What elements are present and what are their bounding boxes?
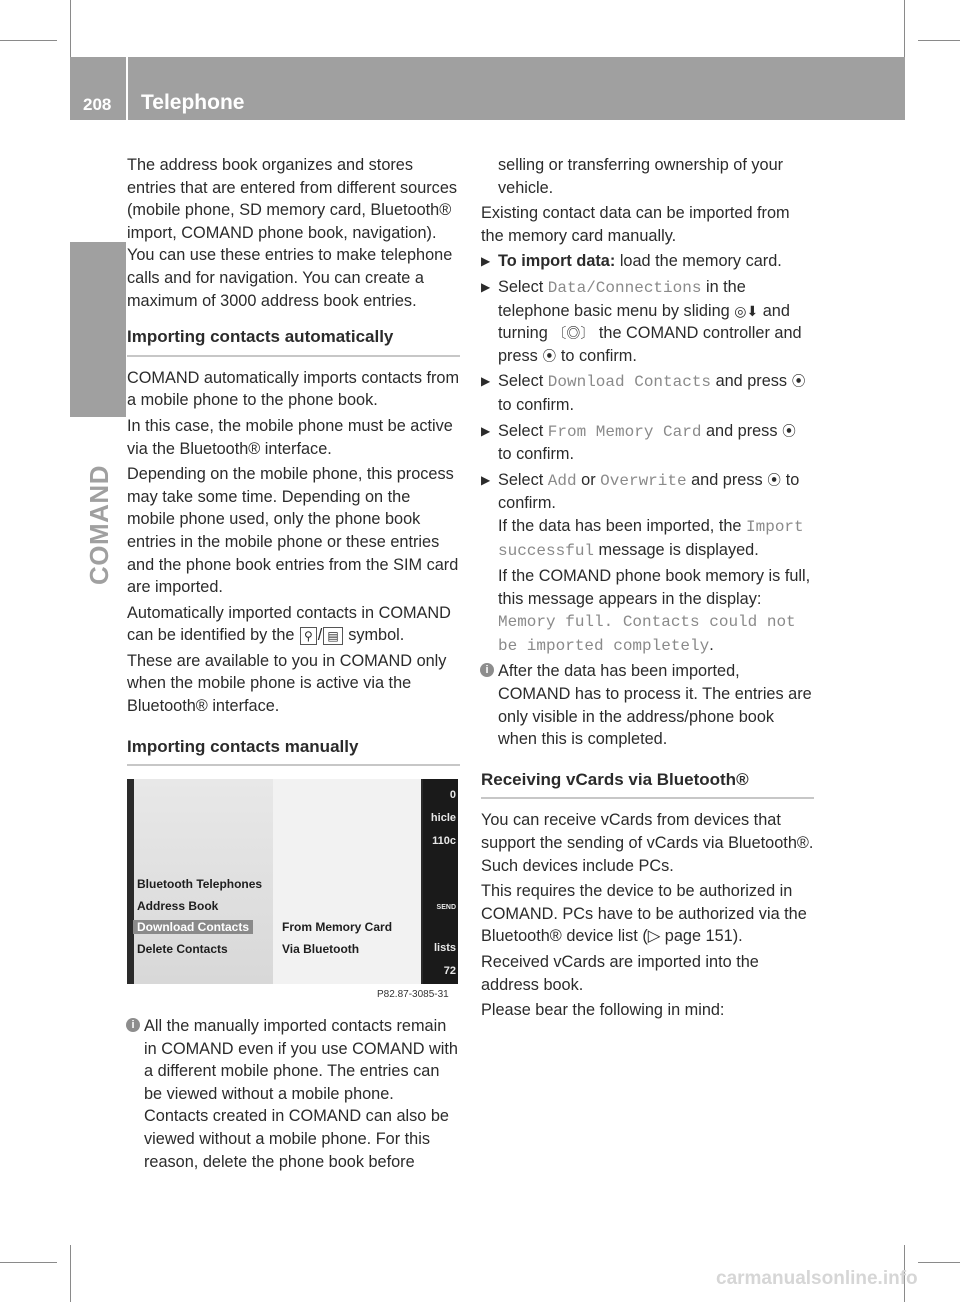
paragraph-symbols: Automatically imported contacts in COMAND can be identified by the ⚲ / ▤ symbol. — [127, 603, 451, 645]
paragraph: COMAND automatically imports contacts from a mobile phone to the phone book. — [127, 368, 460, 410]
controller-press-icon: ⦿ — [542, 347, 557, 364]
header-divider — [126, 57, 128, 120]
sim-contact-icon: ▤ — [323, 627, 342, 645]
paragraph: This requires the device to be authorized in COMAND. PCs have to be authorized via the Bluetooth® device list (▷ page 151). — [481, 882, 807, 946]
controller-press-icon: ⦿ — [767, 471, 782, 488]
submenu-from-memory-card: From Memory Card — [282, 920, 393, 934]
menu-item-bluetooth-telephones: Bluetooth Telephones — [137, 877, 263, 891]
step-arrow-icon: ▶ — [481, 374, 491, 389]
heading-import-manual: Importing contacts manually — [127, 736, 460, 767]
intro-paragraph: The address book organizes and stores entries that are entered from different sources (mobile phone, SD memory card, Bluetooth® import, COMAND phone book, navigation). You can use these entries to make telephone calls and for navigation. You can create a maximum of 3000 address book entries. — [127, 156, 458, 310]
figure-caption: P82.87-3085-31 — [377, 989, 449, 1000]
controller-turn-icon: 〔◎〕 — [552, 325, 595, 342]
page-number: 208 — [83, 95, 112, 114]
menu-item-download-contacts: Download Contacts — [133, 920, 253, 934]
crop-mark — [904, 0, 905, 57]
info-icon: i — [126, 1018, 140, 1032]
heading-vcards: Receiving vCards via Bluetooth® — [481, 769, 814, 800]
paragraph: You can receive vCards from devices that support the sending of vCards via Bluetooth®. Such devices include PCs. — [481, 811, 814, 875]
info-note: i After the data has been imported, COMAND has to process it. The entries are only visible in the address/phone book when this is completed. — [481, 660, 814, 750]
screen-right-label: hicle — [430, 812, 456, 824]
screen-right-label: 110c — [432, 835, 456, 847]
step-arrow-icon: ▶ — [481, 423, 491, 438]
heading-import-auto: Importing contacts automatically — [127, 326, 460, 357]
controller-press-icon: ⦿ — [782, 422, 796, 439]
side-tab — [70, 242, 126, 417]
paragraph: Existing contact data can be imported from the memory card manually. — [481, 204, 790, 245]
paragraph: Depending on the mobile phone, this process may take some time. Depending on the mobile phone used, only the phone book entries in the mobile phone or these entries and the phone book entries from the SIM card are imported. — [127, 465, 459, 597]
info-note: i All the manually imported contacts remain in COMAND even if you use COMAND with a different mobile phone. The entries can be viewed without a mobile phone. Contacts created in COMAND can also be viewed without a mobile phone. For this reason, delete the phone book before — [127, 1015, 460, 1173]
left-info-block — [127, 1015, 460, 1176]
step-select-data: ▶ Select Data/Connections in the telephone basic menu by sliding ◎⬇ and turning 〔◎〕 the COMAND controller and press ⦿ to confirm. — [481, 277, 802, 365]
crop-mark — [0, 1262, 57, 1263]
step-load-card: ▶ To import data: load the memory card. — [481, 250, 814, 273]
paragraph: In this case, the mobile phone must be active via the Bluetooth® interface. — [127, 416, 453, 458]
menu-item-delete-contacts: Delete Contacts — [137, 942, 228, 956]
watermark: carmanualsonline.info — [716, 1268, 918, 1289]
paragraph: These are available to you in COMAND only when the mobile phone is active via the Bluetooth® interface. — [127, 651, 447, 716]
step-arrow-icon: ▶ — [481, 472, 491, 487]
step-add-overwrite: ▶ Select Add or Overwrite and press ⦿ to confirm. If the data has been imported, the Import successful message is displayed. — [481, 470, 804, 560]
memory-full-note: If the COMAND phone book memory is full, this message appears in the display: Memory full. Contacts could not be imported completely. — [498, 567, 811, 655]
crop-mark — [0, 40, 57, 41]
step-from-memory-card: ▶ Select From Memory Card and press ⦿ to confirm. — [481, 421, 796, 464]
paragraph: Please bear the following in mind: — [481, 1001, 725, 1020]
step-arrow-icon: ▶ — [481, 254, 491, 269]
comand-screenshot — [127, 779, 458, 984]
controller-press-icon: ⦿ — [791, 373, 806, 390]
info-icon: i — [480, 663, 494, 677]
crop-mark — [70, 0, 71, 57]
screen-right-label: SEND — [436, 904, 456, 911]
controller-slide-icon: ◎⬇ — [734, 302, 759, 319]
screen-right-label: lists — [433, 942, 456, 954]
left-column — [127, 154, 460, 776]
paragraph: Received vCards are imported into the address book. — [481, 953, 759, 994]
submenu-via-bluetooth: Via Bluetooth — [282, 942, 360, 956]
menu-item-address-book: Address Book — [137, 899, 219, 913]
crop-mark — [70, 1245, 71, 1302]
crop-mark — [918, 40, 960, 41]
mobile-contact-icon: ⚲ — [300, 627, 317, 645]
section-title: Telephone — [141, 91, 245, 114]
right-column — [481, 154, 814, 1025]
screen-right-label: 0 — [449, 789, 456, 801]
paragraph-continued: selling or transferring ownership of your vehicle. — [498, 156, 784, 197]
side-chapter-label: COMAND — [84, 465, 114, 585]
screen-right-label: 72 — [443, 965, 456, 977]
step-arrow-icon: ▶ — [481, 279, 491, 294]
step-download-contacts: ▶ Select Download Contacts and press ⦿ to confirm. — [481, 372, 806, 414]
crop-mark — [918, 1262, 960, 1263]
